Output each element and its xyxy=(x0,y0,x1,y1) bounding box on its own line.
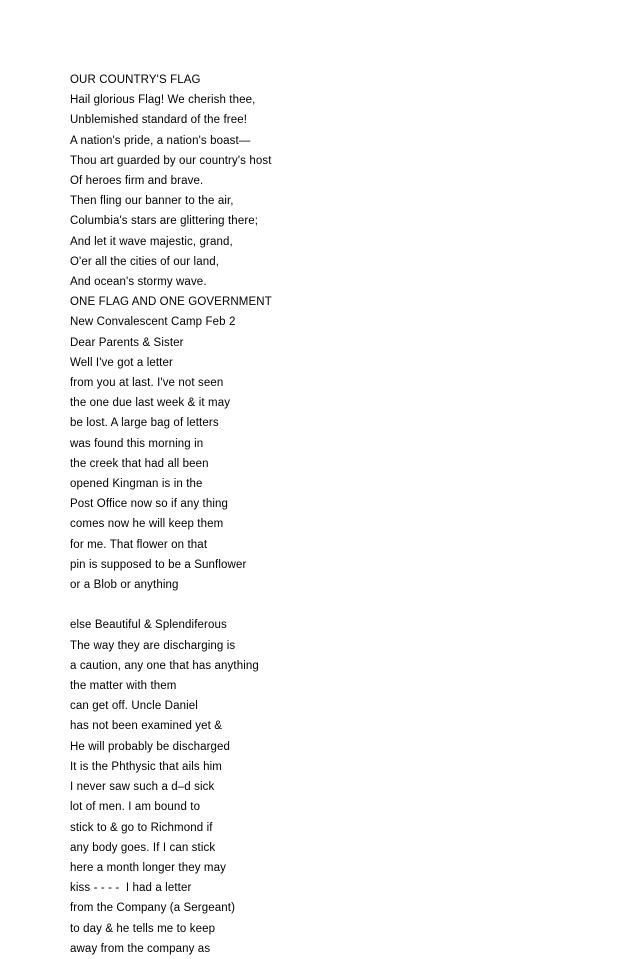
text-line: opened Kingman is in the xyxy=(70,478,203,491)
text-line: stick to & go to Richmond if xyxy=(70,821,213,834)
text-line: Hail glorious Flag! We cherish thee, xyxy=(70,94,256,107)
text-line: a caution, any one that has anything xyxy=(70,659,259,672)
text-line: Of heroes firm and brave. xyxy=(70,175,204,188)
text-line: Columbia's stars are glittering there; xyxy=(70,215,259,228)
text-line: And ocean's stormy wave. xyxy=(70,276,207,289)
text-line-blank xyxy=(70,595,550,615)
text-line: the matter with them xyxy=(70,680,177,693)
text-line: for me. That flower on that xyxy=(70,538,208,551)
text-line: Unblemished standard of the free! xyxy=(70,114,248,127)
text-line: from the Company (a Sergeant) xyxy=(70,902,236,915)
text-line: And let it wave majestic, grand, xyxy=(70,235,233,248)
text-line: or a Blob or anything xyxy=(70,579,179,592)
text-line: Then fling our banner to the air, xyxy=(70,195,234,208)
text-line: Thou art guarded by our country's host xyxy=(70,154,272,167)
text-line: pin is supposed to be a Sunflower xyxy=(70,558,247,571)
text-line: Dear Parents & Sister xyxy=(70,336,184,349)
text-line: the one due last week & it may xyxy=(70,397,231,410)
text-line: I never saw such a d–d sick xyxy=(70,781,215,794)
text-line: to day & he tells me to keep xyxy=(70,922,216,935)
text-line: OUR COUNTRY'S FLAG xyxy=(70,74,201,86)
text-line: from you at last. I've not seen xyxy=(70,377,224,390)
text-line: any body goes. If I can stick xyxy=(70,841,216,854)
text-line: O'er all the cities of our land, xyxy=(70,255,220,268)
text-line: the creek that had all been xyxy=(70,457,209,470)
text-line: else Beautiful & Splendiferous xyxy=(70,619,227,632)
text-line: away from the company as xyxy=(70,942,211,955)
text-line: can get off. Uncle Daniel xyxy=(70,700,198,713)
text-line: has not been examined yet & xyxy=(70,720,223,733)
text-line: be lost. A large bag of letters xyxy=(70,417,219,430)
text-line: lot of men. I am bound to xyxy=(70,801,201,814)
text-line: It is the Phthysic that ails him xyxy=(70,760,222,773)
text-line: The way they are discharging is xyxy=(70,639,236,652)
text-line: New Convalescent Camp Feb 2 xyxy=(70,316,236,329)
text-line: He will probably be discharged xyxy=(70,740,231,753)
text-line: Post Office now so if any thing xyxy=(70,498,229,511)
text-line: kiss - - - - I had a letter xyxy=(70,882,192,895)
transcription-text-block xyxy=(70,70,550,959)
text-line: A nation's pride, a nation's boast— xyxy=(70,134,251,147)
text-line: comes now he will keep them xyxy=(70,518,224,531)
text-line: was found this morning in xyxy=(70,437,204,450)
text-line: Well I've got a letter xyxy=(70,356,173,369)
text-line: ONE FLAG AND ONE GOVERNMENT xyxy=(70,296,272,309)
text-line: here a month longer they may xyxy=(70,861,226,874)
